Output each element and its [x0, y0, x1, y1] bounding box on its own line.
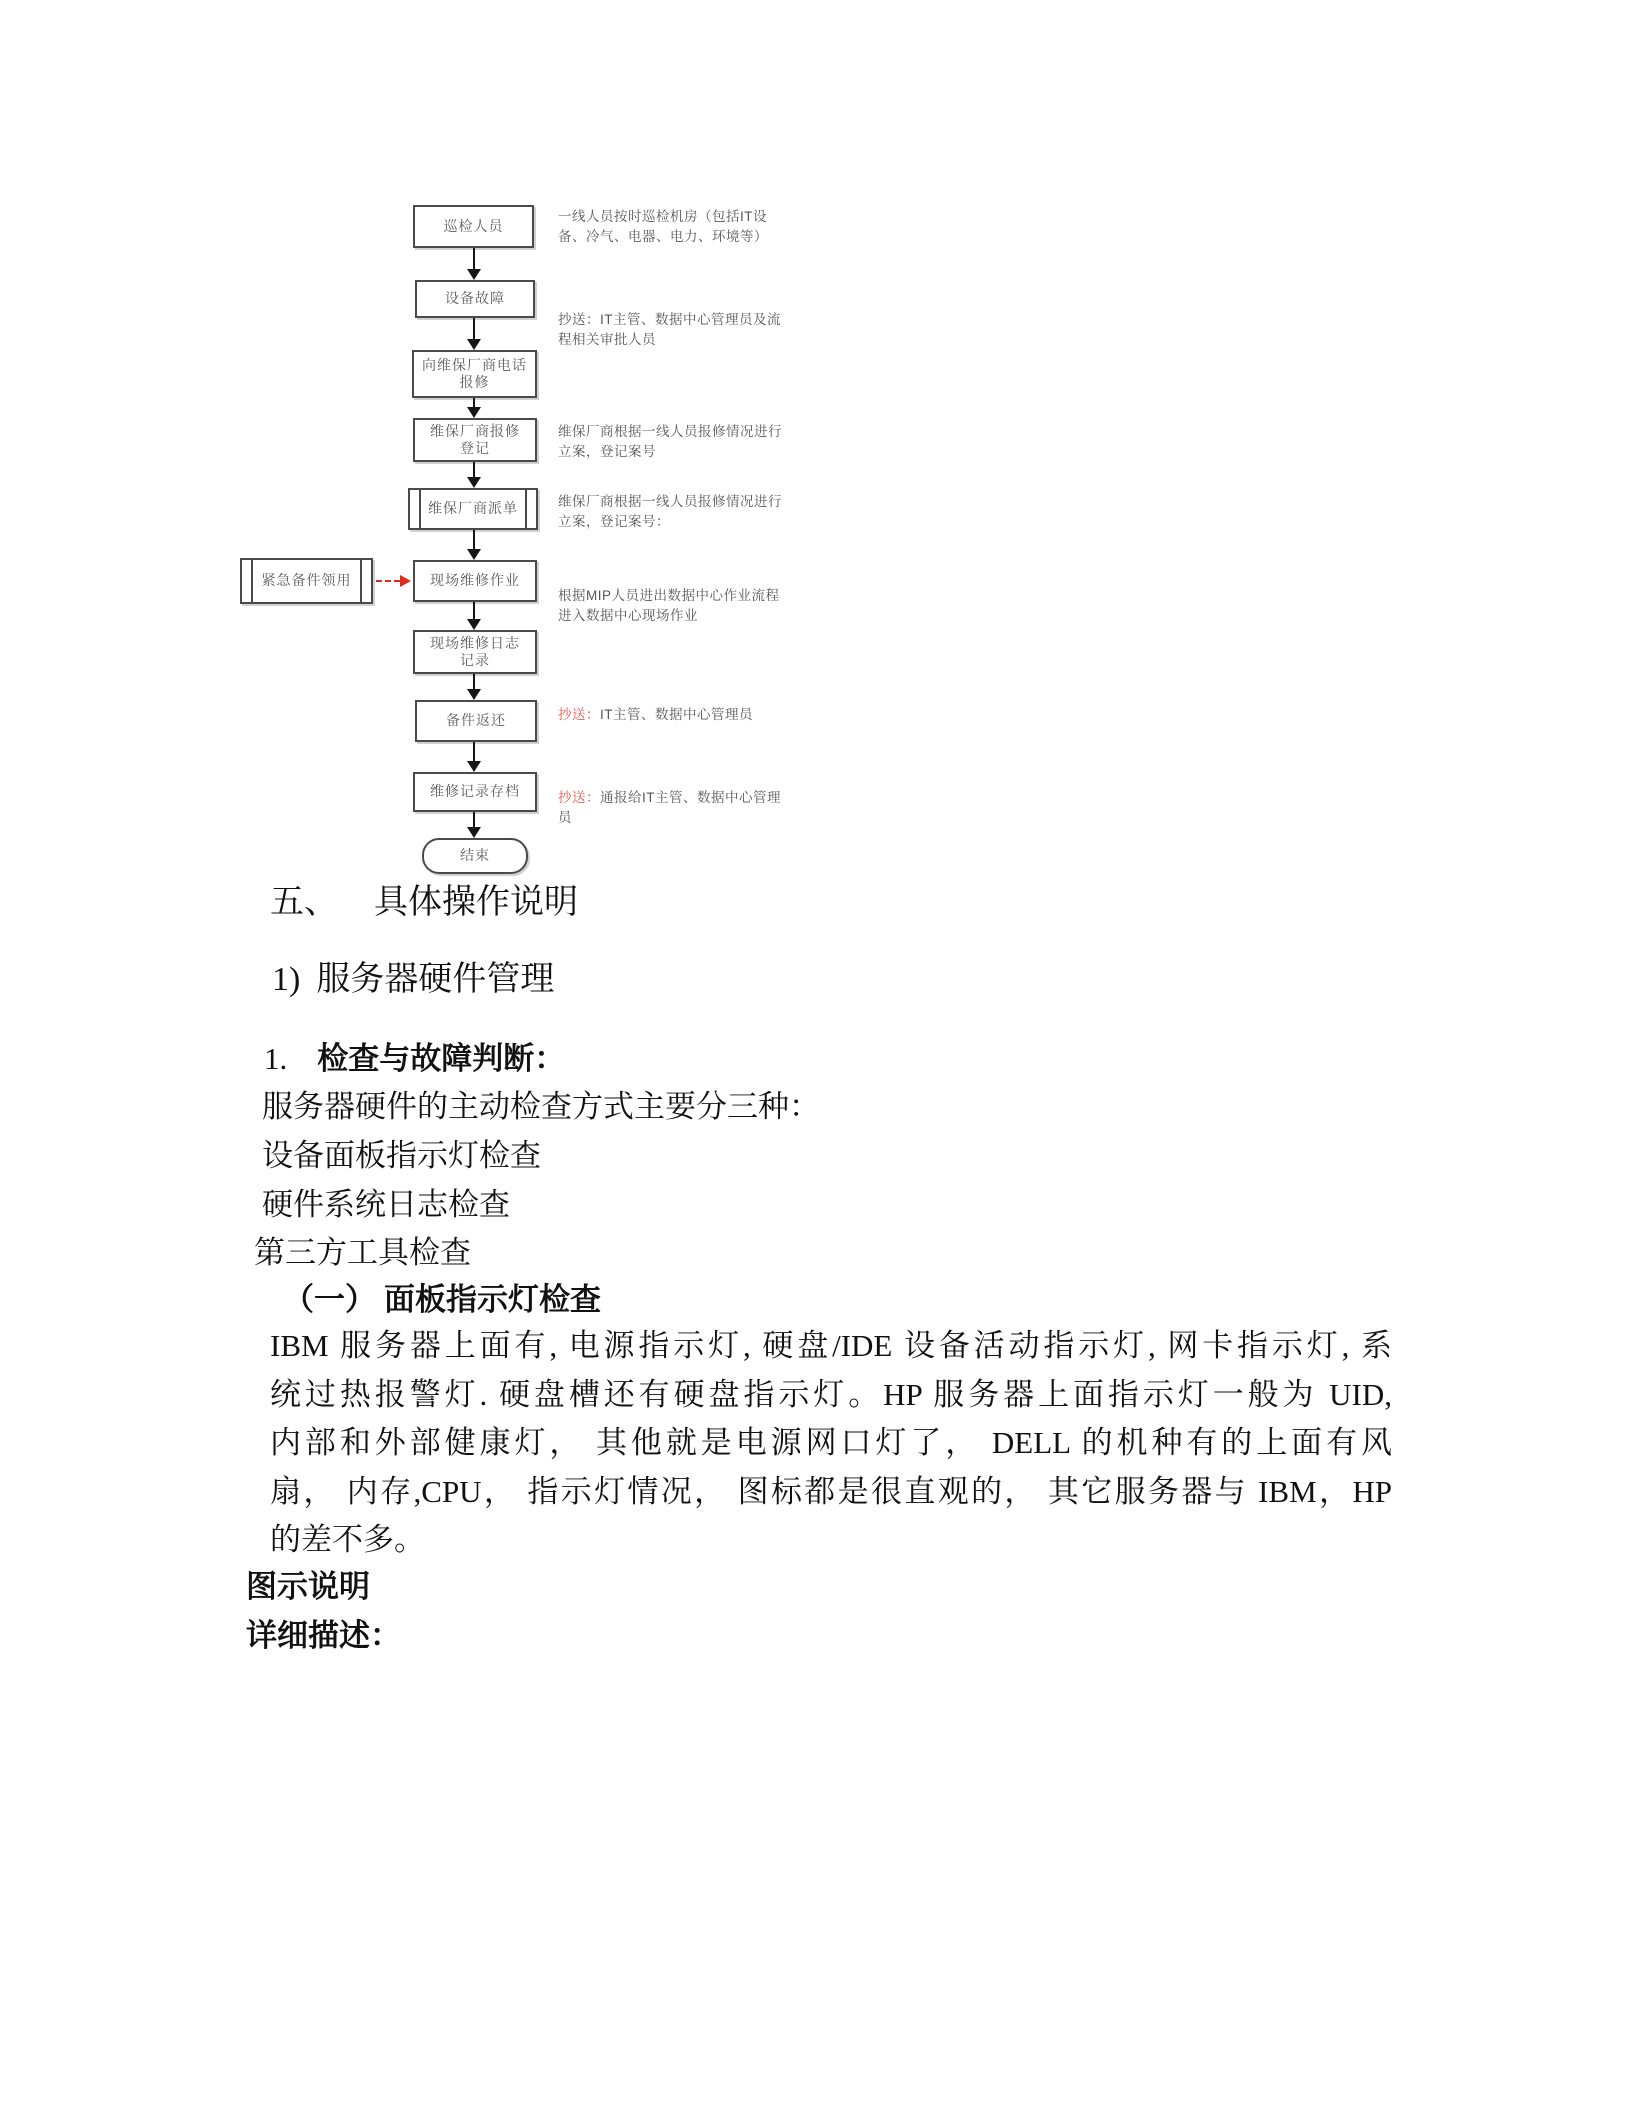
flow-annotation-2: 抄送：IT主管、数据中心管理员及流程相关审批人员 — [558, 312, 781, 348]
subitem-heading — [283, 1274, 601, 1319]
section-title: 具体操作说明 — [374, 884, 578, 921]
cc-text: IT主管、数据中心管理员 — [600, 707, 753, 722]
paragraph-line-5: 的差不多。 — [270, 1522, 425, 1557]
item-number: 1. — [264, 1041, 288, 1076]
dashed-arrow-emergency — [376, 580, 400, 582]
flow-node-end: 结束 — [422, 838, 528, 874]
connector-arrow-8 — [473, 742, 475, 762]
subitem-number: （一） — [283, 1282, 376, 1317]
flow-node-equipment-failure: 设备故障 — [415, 280, 535, 318]
caption-label: 图示说明 — [246, 1569, 370, 1604]
section-number: 五、 — [270, 884, 338, 921]
flow-annotation-1: 一线人员按时巡检机房（包括IT设备、冷气、电器、电力、环境等） — [558, 209, 768, 245]
intro-line-2: 设备面板指示灯检查 — [262, 1138, 541, 1173]
intro-line-1: 服务器硬件的主动检查方式主要分三种： — [262, 1089, 820, 1124]
connector-arrow-1 — [473, 248, 475, 270]
flow-node-patrol-staff: 巡检人员 — [413, 205, 534, 248]
flow-annotation-6 — [558, 705, 782, 725]
maintenance-flowchart — [240, 190, 840, 890]
paragraph-line-4: 扇， 内存,CPU， 指示灯情况， 图标都是很直观的， 其它服务器与 IBM，HP — [270, 1473, 1392, 1509]
subsection-number: 1) — [272, 961, 301, 998]
body-paragraph — [270, 1322, 1392, 1565]
intro-line-4: 第三方工具检查 — [254, 1235, 471, 1270]
connector-arrow-6 — [473, 602, 475, 620]
detail-label: 详细描述： — [246, 1618, 401, 1653]
subsection-heading — [272, 951, 554, 1000]
flow-node-call-vendor-repair: 向维保厂商电话报修 — [412, 350, 537, 398]
connector-arrow-2 — [473, 318, 475, 340]
flow-node-spare-parts-return: 备件返还 — [415, 700, 537, 742]
flow-node-onsite-repair-work: 现场维修作业 — [413, 560, 537, 602]
flow-node-vendor-repair-registration: 维保厂商报修登记 — [413, 418, 537, 462]
cc-highlight: 抄送： — [558, 707, 600, 722]
item-heading — [264, 1033, 565, 1078]
flow-node-emergency-spare-parts: 紧急备件领用 — [240, 558, 373, 604]
connector-arrow-3 — [473, 398, 475, 408]
intro-line-3: 硬件系统日志检查 — [262, 1187, 510, 1222]
paragraph-line-3: 内部和外部健康灯， 其他就是电源网口灯了， DELL 的机种有的上面有风 — [270, 1425, 1392, 1460]
cc-text: 通报给IT主管、数据中心管理员 — [558, 790, 781, 826]
cc-highlight: 抄送： — [558, 790, 600, 805]
paragraph-line-2: 统过热报警灯. 硬盘槽还有硬盘指示灯。HP 服务器上面指示灯一般为 UID, — [270, 1376, 1392, 1412]
subitem-title: 面板指示灯检查 — [384, 1282, 601, 1317]
flow-node-onsite-repair-log: 现场维修日志记录 — [413, 630, 537, 674]
flow-annotation-5: 根据MIP人员进出数据中心作业流程进入数据中心现场作业 — [558, 588, 780, 624]
section-heading — [270, 874, 578, 923]
flow-node-vendor-dispatch: 维保厂商派单 — [408, 488, 538, 530]
flow-node-repair-record-archive: 维修记录存档 — [413, 772, 537, 812]
flow-annotation-3: 维保厂商根据一线人员报修情况进行立案，登记案号 — [558, 424, 782, 460]
connector-arrow-4 — [473, 462, 475, 478]
subsection-title: 服务器硬件管理 — [316, 961, 555, 998]
paragraph-line-1: IBM 服务器上面有, 电源指示灯, 硬盘/IDE 设备活动指示灯, 网卡指示灯, 系 — [270, 1328, 1392, 1363]
connector-arrow-5 — [473, 530, 475, 550]
connector-arrow-7 — [473, 674, 475, 690]
flow-annotation-7 — [558, 788, 782, 829]
item-title: 检查与故障判断： — [317, 1041, 566, 1076]
connector-arrow-9 — [473, 812, 475, 828]
flow-annotation-4: 维保厂商根据一线人员报修情况进行立案，登记案号： — [558, 494, 782, 530]
